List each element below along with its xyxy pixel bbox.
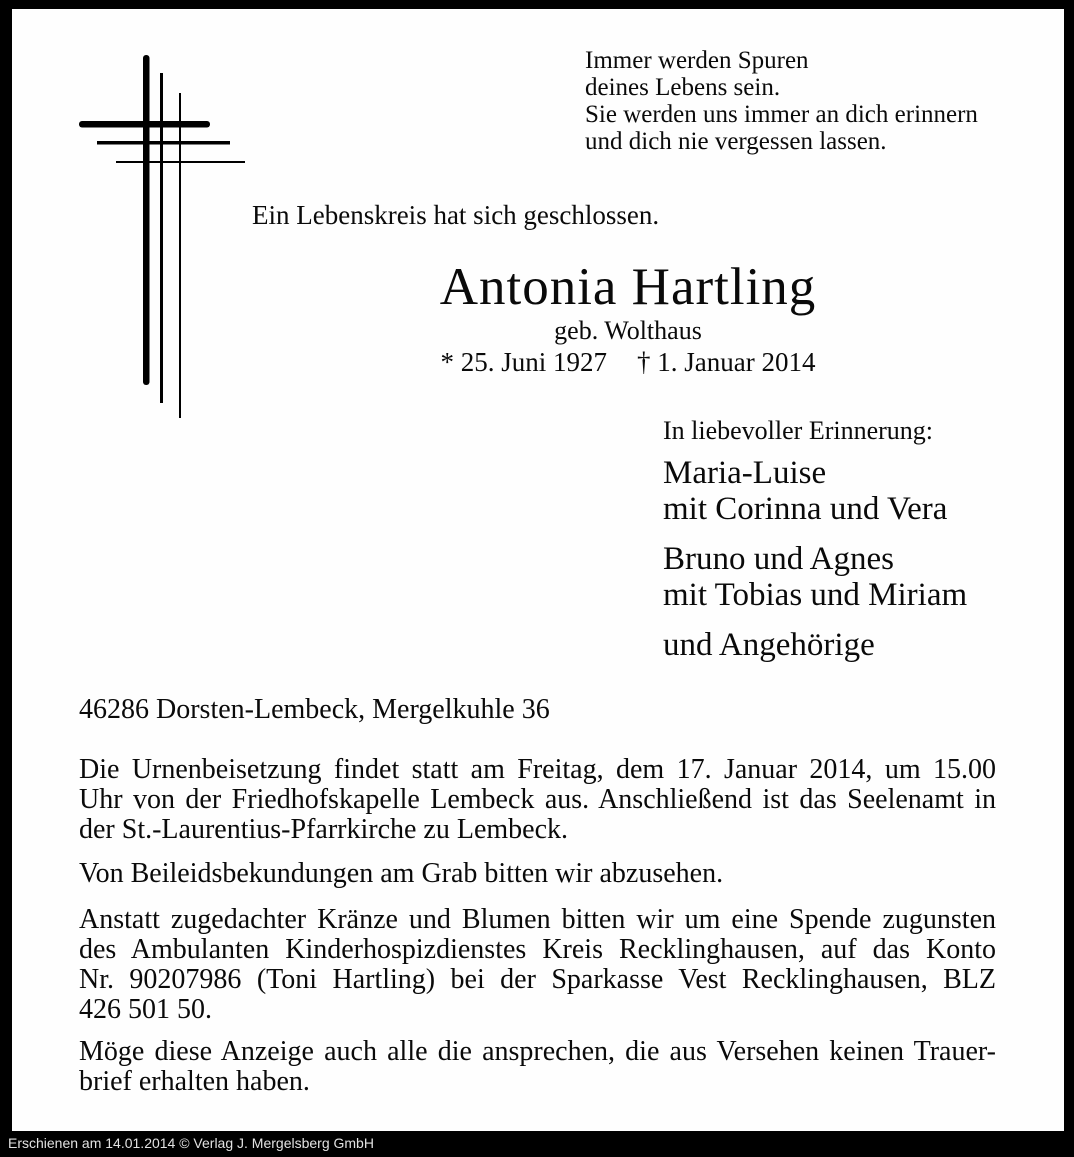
death-date: † 1. Januar 2014 [637,347,816,377]
mourner-group [663,541,967,613]
paragraph-line: Von Beileidsbekundungen am Grab bitten wir abzusehen. [79,858,724,889]
mourners-intro: In liebevoller Erinnerung: [663,416,934,445]
paragraph-line: Anstatt zugedachter Kränze und Blumen bitten wir um eine Spende zugunsten [79,904,996,935]
closing-paragraph [79,1037,996,1097]
birth-date: * 25. Juni 1927 [440,347,608,377]
condolence-note-paragraph [79,859,996,889]
mourners-block [663,415,967,677]
donation-paragraph [79,905,996,1025]
paragraph-line: 426 501 50. [79,994,212,1025]
paragraph-line: Nr. 90207986 (Toni Hartling) bei der Sparkasse Vest Recklinghausen, BLZ [79,964,996,995]
epitaph-verse [585,47,978,155]
paragraph-line: Die Urnenbeisetzung findet statt am Freitag, dem 17. Januar 2014, um 15.00 [79,754,996,785]
epitaph-line: Immer werden Spuren [585,47,809,74]
announcement-body [79,695,996,1111]
publication-imprint: Erschienen am 14.01.2014 © Verlag J. Mergelsberg GmbH [8,1135,374,1151]
maiden-name: geb. Wolthaus [554,316,702,345]
life-dates [258,346,998,378]
mourner-line: mit Tobias und Miriam [663,577,968,613]
paragraph-line: Uhr von der Friedhofskapelle Lembeck aus. Anschließend ist das Seelenamt in [79,784,996,815]
deceased-name: Antonia Hartling [439,258,817,316]
paragraph-line: Möge diese Anzeige auch alle die ansprechen, die aus Versehen keinen Trauer- [79,1036,996,1067]
deceased-block [258,258,998,378]
memorial-cross-icon [70,50,260,430]
epitaph-line: deines Lebens sein. [585,74,781,101]
mourner-group [663,455,967,527]
mourner-line: Bruno und Agnes [663,541,894,577]
paragraph-line: brief erhalten haben. [79,1066,310,1097]
mourner-line: mit Corinna und Vera [663,491,948,527]
epitaph-line: und dich nie vergessen lassen. [585,128,887,155]
epitaph-line: Sie werden uns immer an dich erinnern [585,101,978,128]
opening-line: Ein Lebenskreis hat sich geschlossen. [252,200,660,230]
mourner-group [663,627,967,663]
paragraph-line: des Ambulanten Kinderhospizdienstes Kreis Recklinghausen, auf das Konto [79,934,996,965]
address-line: 46286 Dorsten-Lembeck, Mergelkuhle 36 [79,694,550,725]
funeral-details-paragraph [79,755,996,845]
paragraph-line: der St.-Laurentius-Pfarrkirche zu Lembeck. [79,814,569,845]
mourner-line: Maria-Luise [663,455,827,491]
mourner-line: und Angehörige [663,627,875,663]
